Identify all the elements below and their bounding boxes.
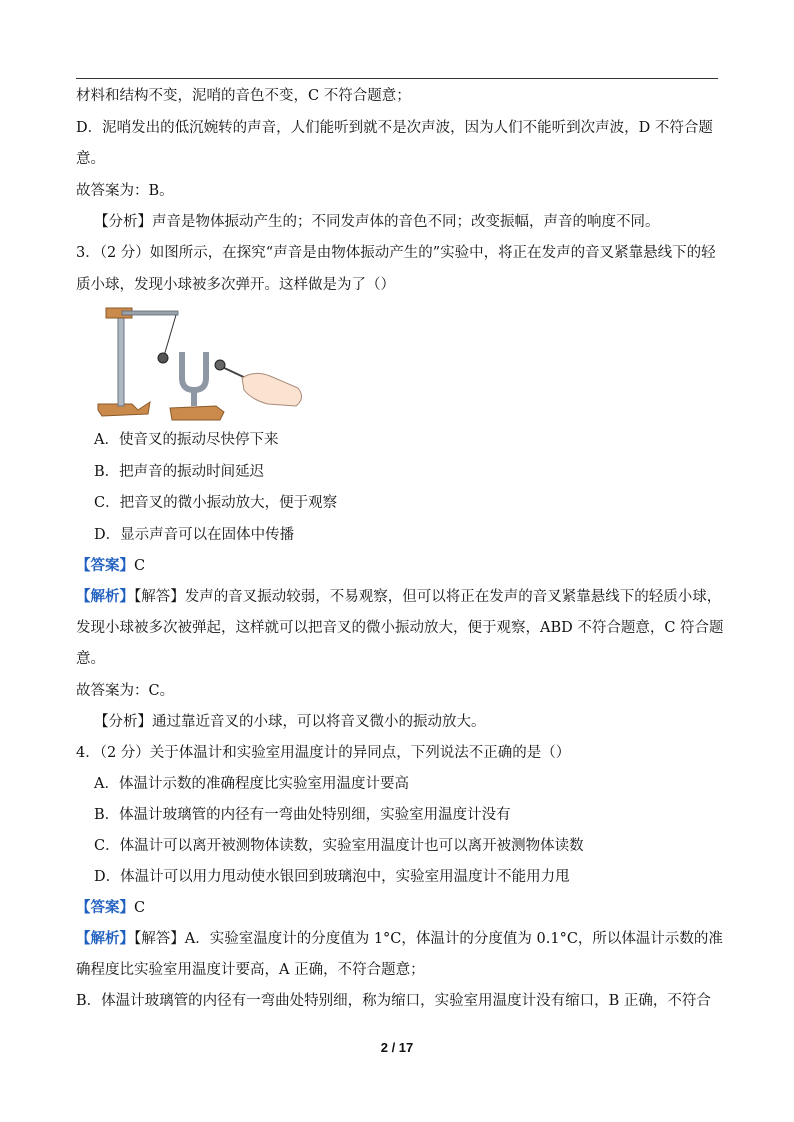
q3-option: B．把声音的振动时间延迟	[94, 464, 265, 480]
header-rule	[76, 78, 718, 79]
q4-analysis-line3: B．体温计玻璃管的内径有一弯曲处特别细，称为缩口，实验室用温度计没有缩口，B 正确，不符合	[76, 993, 711, 1009]
q3-analysis-line1	[76, 588, 721, 606]
q4-analysis-line1	[76, 930, 723, 948]
analysis-tag: 【分析】	[94, 714, 152, 730]
analysis-text: 【解答】A．实验室温度计的分度值为 1°C，体温计的分度值为 0.1°C，所以体温计示数的准	[134, 931, 723, 947]
page-number: 2 / 17	[380, 1040, 414, 1055]
q3-stem-line2: 质小球，发现小球被多次弹开。这样做是为了（）	[76, 277, 395, 293]
analysis-text: 通过靠近音叉的小球，可以将音叉微小的振动放大。	[152, 714, 486, 730]
q4-analysis-line2: 确程度比实验室用温度计要高，A 正确，不符合题意；	[76, 962, 425, 978]
analysis-tag: 【解析】	[76, 930, 134, 947]
answer-tag: 【答案】	[76, 899, 134, 916]
analysis-tag: 【分析】	[94, 214, 152, 230]
analysis-note	[94, 213, 660, 231]
q3-stem-line1: 3．（2 分）如图所示，在探究“声音是由物体振动产生的”实验中，将正在发声的音叉紧靠悬线下的轻	[76, 245, 716, 261]
q3-answer	[76, 557, 145, 575]
analysis-text: 【解答】发声的音叉振动较弱，不易观察，但可以将正在发声的音叉紧靠悬线下的轻质小球，	[134, 589, 722, 605]
q4-option: B．体温计玻璃管的内径有一弯曲处特别细，实验室用温度计没有	[94, 807, 511, 823]
q4-option: D．体温计可以用力甩动使水银回到玻璃泡中，实验室用温度计不能用力甩	[94, 869, 570, 885]
q3-option: A．使音叉的振动尽快停下来	[94, 432, 279, 448]
q3-note	[94, 713, 486, 731]
q4-option: A．体温计示数的准确程度比实验室用温度计要高	[94, 776, 409, 792]
q4-option: C．体温计可以离开被测物体读数，实验室用温度计也可以离开被测物体读数	[94, 838, 584, 854]
text-line: 意。	[76, 151, 105, 167]
q4-stem: 4．（2 分）关于体温计和实验室用温度计的异同点，下列说法不正确的是（）	[76, 745, 571, 761]
analysis-text: 声音是物体振动产生的；不同发声体的音色不同；改变振幅，声音的响度不同。	[152, 214, 660, 230]
answer-value: C	[134, 900, 146, 916]
q4-answer	[76, 899, 145, 917]
tuning-fork-figure	[92, 298, 402, 423]
q3-option: C．把音叉的微小振动放大，便于观察	[94, 495, 338, 511]
q3-option: D．显示声音可以在固体中传播	[94, 527, 295, 543]
answer-tag: 【答案】	[76, 557, 134, 574]
answer-value: C	[134, 558, 146, 574]
q3-analysis-line2: 发现小球被多次被弹起，这样就可以把音叉的微小振动放大，便于观察，ABD 不符合题意，C 符合题	[76, 620, 724, 636]
q3-analysis-line3: 意。	[76, 651, 105, 667]
text-line: 故答案为：B。	[76, 183, 174, 199]
text-line: 材料和结构不变，泥哨的音色不变，C 不符合题意；	[76, 88, 411, 104]
q3-conclusion: 故答案为：C。	[76, 683, 175, 699]
text-line: D．泥哨发出的低沉婉转的声音，人们能听到就不是次声波，因为人们不能听到次声波，D 不符合题	[76, 120, 713, 136]
analysis-tag: 【解析】	[76, 588, 134, 605]
